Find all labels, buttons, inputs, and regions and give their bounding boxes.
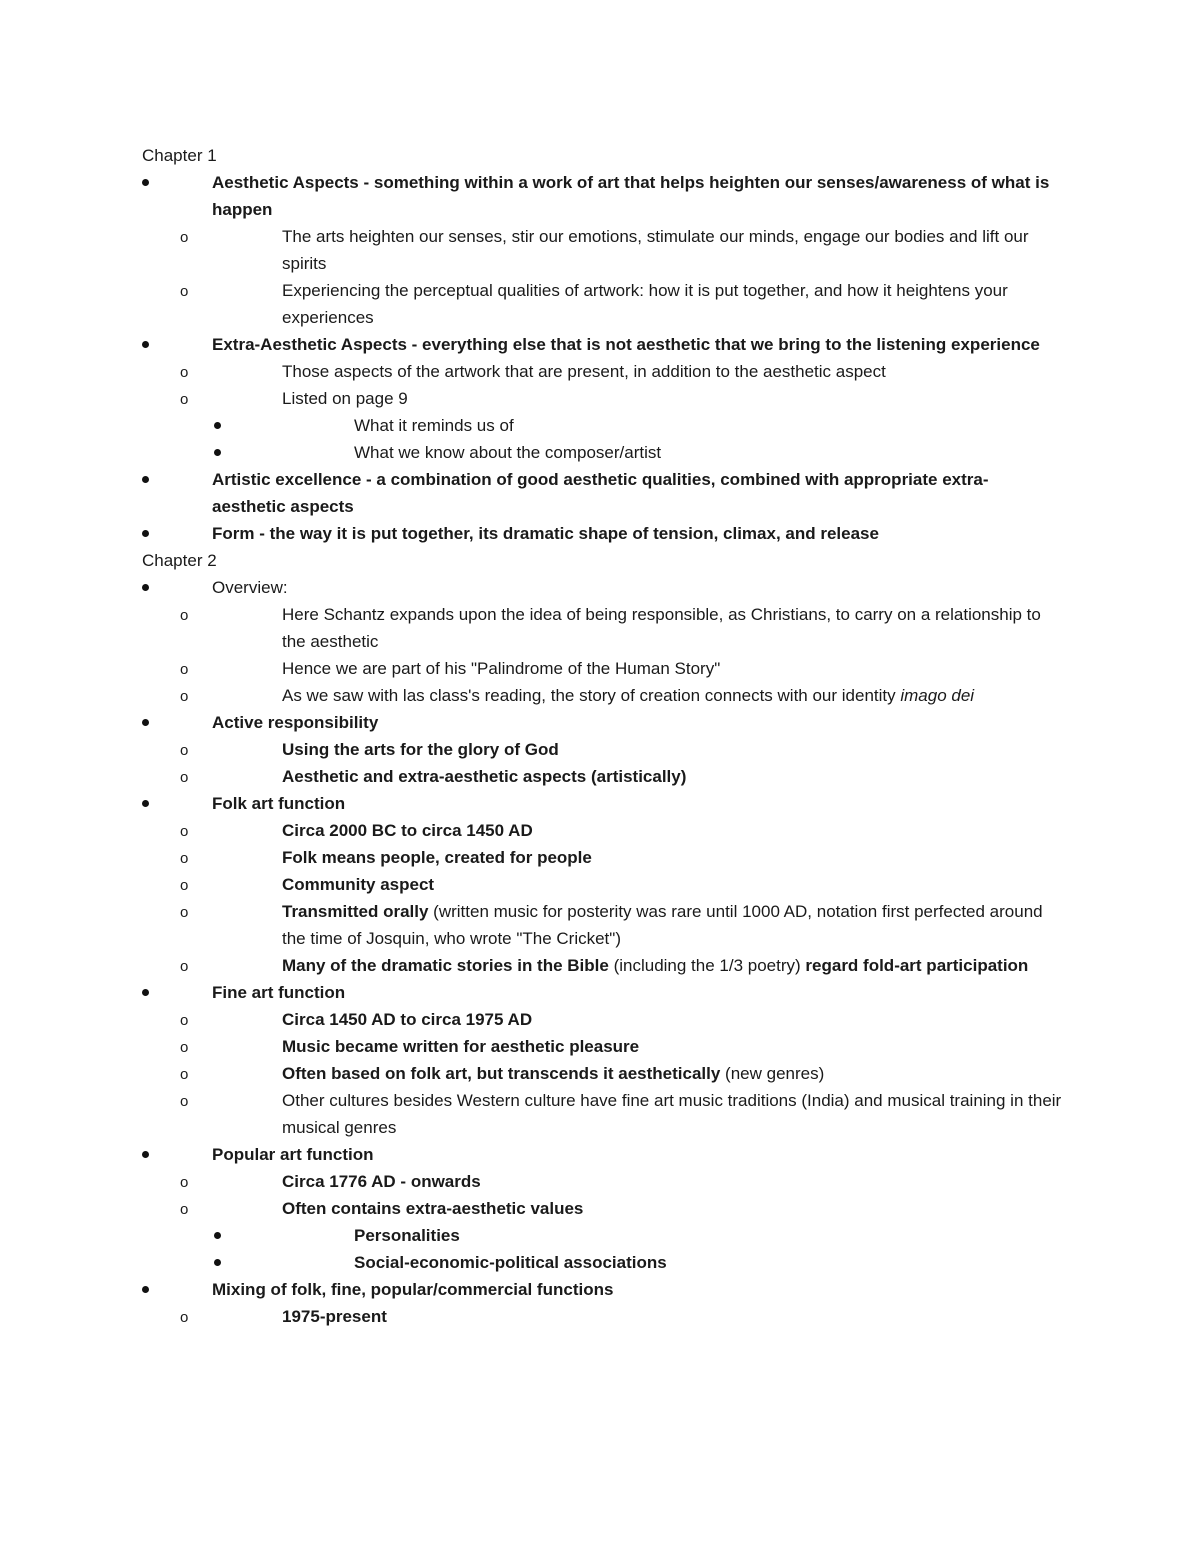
list-item-text: Those aspects of the artwork that are present, in addition to the aesthetic aspect bbox=[282, 362, 886, 381]
bullet-icon bbox=[214, 1222, 228, 1249]
circle-bullet-icon: o bbox=[180, 364, 189, 381]
list-item-text: Using the arts for the glory of God bbox=[282, 740, 559, 759]
list-item bbox=[142, 736, 1062, 763]
chapter-2-heading: Chapter 2 bbox=[142, 551, 217, 570]
list-item-text: Popular art function bbox=[212, 1145, 374, 1164]
bullet-icon bbox=[142, 466, 156, 493]
list-item bbox=[142, 871, 1062, 898]
document-body bbox=[142, 142, 1062, 1330]
circle-bullet-icon: o bbox=[180, 1039, 189, 1056]
list-item-text: Listed on page 9 bbox=[282, 389, 408, 408]
list-item bbox=[142, 466, 1062, 520]
circle-bullet-icon: o bbox=[180, 283, 189, 300]
list-item-text: Often contains extra-aesthetic values bbox=[282, 1199, 584, 1218]
bullet-icon bbox=[142, 709, 156, 736]
list-item-text: Circa 1776 AD - onwards bbox=[282, 1172, 481, 1191]
circle-bullet-icon: o bbox=[180, 1201, 189, 1218]
list-item-text: Overview: bbox=[212, 578, 288, 597]
bullet-icon bbox=[142, 790, 156, 817]
circle-bullet-icon: o bbox=[180, 1174, 189, 1191]
list-item bbox=[142, 439, 1062, 466]
list-item bbox=[142, 655, 1062, 682]
list-item-text: Transmitted orally bbox=[282, 902, 429, 921]
bullet-icon bbox=[142, 1276, 156, 1303]
italic-term: imago dei bbox=[900, 686, 975, 705]
list-item-text: (new genres) bbox=[720, 1064, 825, 1083]
circle-bullet-icon: o bbox=[180, 1309, 189, 1326]
list-item bbox=[142, 1087, 1062, 1141]
list-item-text: Many of the dramatic stories in the Bible bbox=[282, 956, 609, 975]
circle-bullet-icon: o bbox=[180, 958, 189, 975]
list-item-text: (written music for posterity was rare until 1000 AD, notation first perfected around the time of Josquin, who wrote "The Cricket") bbox=[282, 902, 1043, 948]
list-item-text: Mixing of folk, fine, popular/commercial functions bbox=[212, 1280, 614, 1299]
list-item bbox=[142, 979, 1062, 1006]
bullet-icon bbox=[142, 1141, 156, 1168]
list-item-text: Personalities bbox=[354, 1226, 460, 1245]
list-item bbox=[142, 898, 1062, 952]
list-item bbox=[142, 385, 1062, 412]
term-form: Form - the way it is put together, its dramatic shape of tension, climax, and release bbox=[212, 524, 879, 543]
bullet-icon bbox=[142, 169, 156, 196]
list-item bbox=[142, 1006, 1062, 1033]
list-item bbox=[142, 1033, 1062, 1060]
term-extra-aesthetic-aspects: Extra-Aesthetic Aspects - everything else that is not aesthetic that we bring to the listening experience bbox=[212, 335, 1040, 354]
bullet-icon bbox=[142, 520, 156, 547]
list-item-text: The arts heighten our senses, stir our emotions, stimulate our minds, engage our bodies and lift our spirits bbox=[282, 227, 1029, 273]
list-item bbox=[142, 277, 1062, 331]
list-item-text: Often based on folk art, but transcends it aesthetically bbox=[282, 1064, 721, 1083]
list-item bbox=[142, 1195, 1062, 1222]
circle-bullet-icon: o bbox=[180, 904, 189, 921]
bullet-icon bbox=[142, 574, 156, 601]
list-item bbox=[142, 682, 1062, 709]
chapter-1-heading: Chapter 1 bbox=[142, 146, 217, 165]
list-item bbox=[142, 601, 1062, 655]
circle-bullet-icon: o bbox=[180, 769, 189, 786]
list-item bbox=[142, 331, 1062, 358]
list-item-text: Circa 1450 AD to circa 1975 AD bbox=[282, 1010, 533, 1029]
list-item bbox=[142, 358, 1062, 385]
bullet-icon bbox=[214, 412, 228, 439]
list-item bbox=[142, 1222, 1062, 1249]
list-item bbox=[142, 709, 1062, 736]
list-item-text: Circa 2000 BC to circa 1450 AD bbox=[282, 821, 533, 840]
list-item bbox=[142, 574, 1062, 601]
circle-bullet-icon: o bbox=[180, 850, 189, 867]
list-item-text: Social-economic-political associations bbox=[354, 1253, 667, 1272]
list-item-text: 1975-present bbox=[282, 1307, 387, 1326]
circle-bullet-icon: o bbox=[180, 607, 189, 624]
list-item-text: Aesthetic and extra-aesthetic aspects (artistically) bbox=[282, 767, 687, 786]
list-item-text: Community aspect bbox=[282, 875, 435, 894]
list-item-text: What we know about the composer/artist bbox=[354, 443, 662, 462]
bullet-icon bbox=[214, 439, 228, 466]
circle-bullet-icon: o bbox=[180, 1093, 189, 1110]
list-item-text: As we saw with las class's reading, the story of creation connects with our identity bbox=[282, 686, 901, 705]
list-item bbox=[142, 1168, 1062, 1195]
list-item-text: Hence we are part of his "Palindrome of the Human Story" bbox=[282, 659, 721, 678]
list-item bbox=[142, 1060, 1062, 1087]
list-item bbox=[142, 817, 1062, 844]
list-item-text: Active responsibility bbox=[212, 713, 379, 732]
list-item bbox=[142, 1249, 1062, 1276]
list-item-text: regard fold-art participation bbox=[805, 956, 1029, 975]
circle-bullet-icon: o bbox=[180, 823, 189, 840]
list-item-text: Here Schantz expands upon the idea of being responsible, as Christians, to carry on a relationship to the aesthetic bbox=[282, 605, 1041, 651]
list-item-text: Other cultures besides Western culture have fine art music traditions (India) and musical training in their musical genres bbox=[282, 1091, 1062, 1137]
circle-bullet-icon: o bbox=[180, 391, 189, 408]
list-item bbox=[142, 1276, 1062, 1303]
bullet-icon bbox=[142, 979, 156, 1006]
list-item bbox=[142, 763, 1062, 790]
bullet-icon bbox=[214, 1249, 228, 1276]
list-item-text: (including the 1/3 poetry) bbox=[608, 956, 806, 975]
circle-bullet-icon: o bbox=[180, 688, 189, 705]
circle-bullet-icon: o bbox=[180, 229, 189, 246]
circle-bullet-icon: o bbox=[180, 742, 189, 759]
bullet-icon bbox=[142, 331, 156, 358]
term-artistic-excellence: Artistic excellence - a combination of good aesthetic qualities, combined with appropriate extra-aesthetic aspects bbox=[212, 470, 989, 516]
list-item-text: Folk art function bbox=[212, 794, 346, 813]
circle-bullet-icon: o bbox=[180, 1012, 189, 1029]
list-item bbox=[142, 223, 1062, 277]
circle-bullet-icon: o bbox=[180, 1066, 189, 1083]
list-item-text: Folk means people, created for people bbox=[282, 848, 592, 867]
list-item-text: Fine art function bbox=[212, 983, 346, 1002]
list-item bbox=[142, 520, 1062, 547]
term-aesthetic-aspects: Aesthetic Aspects - something within a work of art that helps heighten our senses/awareness of what is happen bbox=[212, 173, 1050, 219]
list-item bbox=[142, 169, 1062, 223]
list-item bbox=[142, 1303, 1062, 1330]
circle-bullet-icon: o bbox=[180, 661, 189, 678]
list-item bbox=[142, 952, 1062, 979]
circle-bullet-icon: o bbox=[180, 877, 189, 894]
list-item bbox=[142, 412, 1062, 439]
list-item bbox=[142, 1141, 1062, 1168]
list-item-text: Experiencing the perceptual qualities of artwork: how it is put together, and how it heightens your experiences bbox=[282, 281, 1008, 327]
list-item-text: Music became written for aesthetic pleasure bbox=[282, 1037, 640, 1056]
list-item bbox=[142, 844, 1062, 871]
list-item-text: What it reminds us of bbox=[354, 416, 514, 435]
list-item bbox=[142, 790, 1062, 817]
